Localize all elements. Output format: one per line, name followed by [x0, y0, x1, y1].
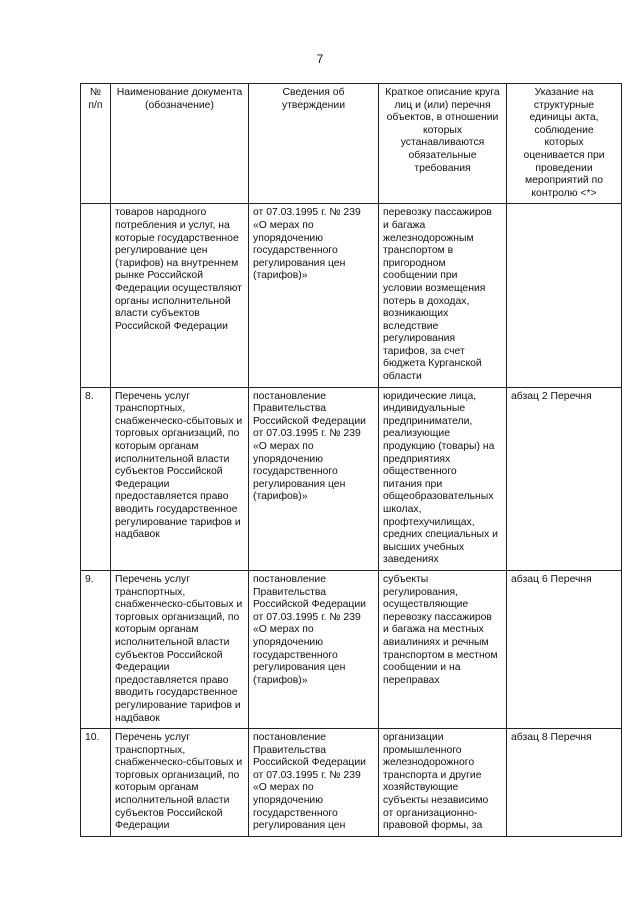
description-cell: субъекты регулирования, осуществляющие перевозку пассажиров и багажа на местных авиалиниях и речным транспортом в местном сообщении и на переправах [379, 570, 507, 728]
header-number: № п/п [81, 84, 111, 204]
approval-cell: постановление Правительства Российской Федерации от 07.03.1995 г. № 239 «О мерах по упорядочению государственного регулирования цен [249, 729, 379, 837]
structural-units-cell: абзац 8 Перечня [507, 729, 622, 837]
description-cell: организации промышленного железнодорожного транспорта и другие хозяйствующие субъекты независимо от организационно- правовой формы, за [379, 729, 507, 837]
header-description: Краткое описание круга лиц и (или) перечня объектов, в отношении которых устанавливаются обязательные требования [379, 84, 507, 204]
description-cell: юридические лица, индивидуальные предприниматели, реализующие продукцию (товары) на предприятиях общественного питания при общеобразовательных школах, профтехучилищах, средних специальных и высших учебных заведениях [379, 387, 507, 570]
document-name-cell: Перечень услуг транспортных, снабженческо-сбытовых и торговых организаций, по которым органам исполнительной власти субъектов Российской Федерации предоставляется право вводить государственное регулирование тарифов и надбавок [111, 387, 249, 570]
table-row [81, 570, 622, 728]
document-name-cell: Перечень услуг транспортных, снабженческо-сбытовых и торговых организаций, по которым органам исполнительной власти субъектов Российской Федерации предоставляется право вводить государственное регулирование тарифов и надбавок [111, 570, 249, 728]
page-number: 7 [316, 52, 324, 66]
approval-cell: от 07.03.1995 г. № 239 «О мерах по упорядочению государственного регулирования цен (тарифов)» [249, 204, 379, 387]
table-row [81, 204, 622, 387]
requirements-table [80, 83, 622, 837]
row-number: 8. [81, 387, 111, 570]
structural-units-cell [507, 204, 622, 387]
row-number: 9. [81, 570, 111, 728]
header-approval-info: Сведения об утверждении [249, 84, 379, 204]
row-number: 10. [81, 729, 111, 837]
structural-units-cell: абзац 6 Перечня [507, 570, 622, 728]
table-row [81, 387, 622, 570]
header-document-name: Наименование документа (обозначение) [111, 84, 249, 204]
approval-cell: постановление Правительства Российской Федерации от 07.03.1995 г. № 239 «О мерах по упорядочению государственного регулирования цен (тарифов)» [249, 387, 379, 570]
approval-cell: постановление Правительства Российской Федерации от 07.03.1995 г. № 239 «О мерах по упорядочению государственного регулирования цен (тарифов)» [249, 570, 379, 728]
table-header-row [81, 84, 622, 204]
document-name-cell: товаров народного потребления и услуг, на которые государственное регулирование цен (тарифов) на внутреннем рынке Российской Федерации осуществляют органы исполнительной власти субъектов Российской Федерации [111, 204, 249, 387]
table-row [81, 729, 622, 837]
structural-units-cell: абзац 2 Перечня [507, 387, 622, 570]
description-cell: перевозку пассажиров и багажа железнодорожным транспортом в пригородном сообщении при условии возмещения потерь в доходах, возникающих вследствие регулирования тарифов, за счет бюджета Курганской области [379, 204, 507, 387]
document-name-cell: Перечень услуг транспортных, снабженческо-сбытовых и торговых организаций, по которым органам исполнительной власти субъектов Российской Федерации [111, 729, 249, 837]
header-structural-units: Указание на структурные единицы акта, соблюдение которых оценивается при проведении мероприятий по контролю <*> [507, 84, 622, 204]
row-number [81, 204, 111, 387]
